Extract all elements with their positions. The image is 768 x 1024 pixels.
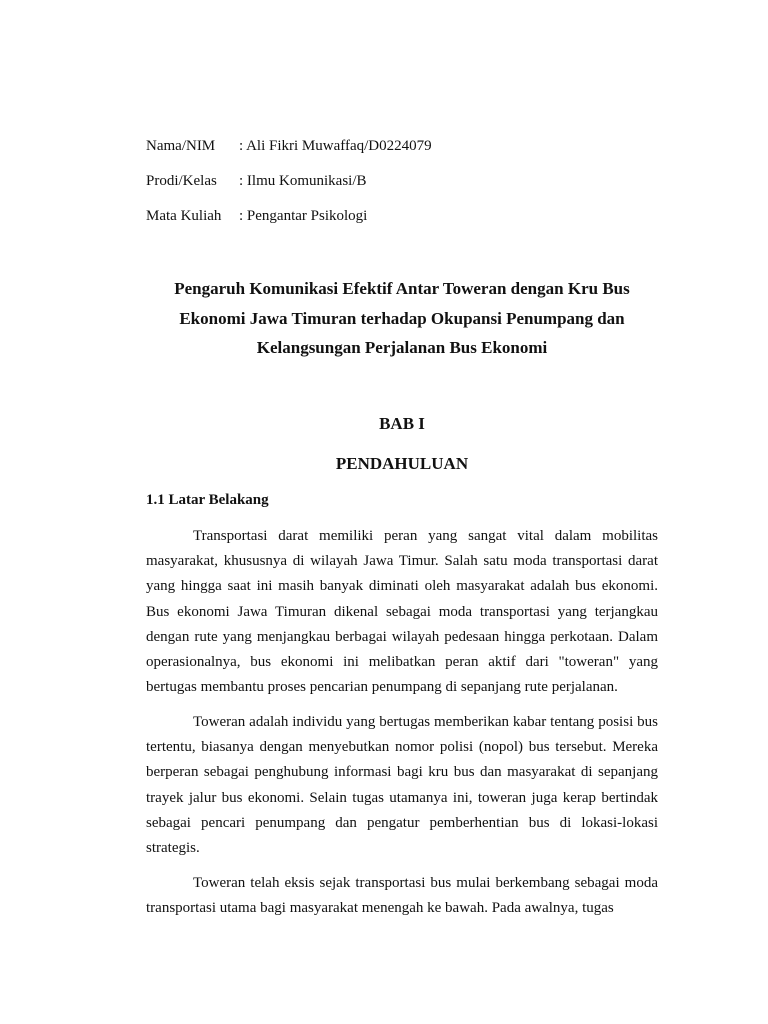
info-value: : Ilmu Komunikasi/B: [239, 173, 367, 189]
info-label: Nama/NIM: [146, 138, 216, 154]
info-row-nama-nim: [146, 137, 432, 155]
info-row-mata-kuliah: [146, 207, 367, 225]
paragraph-1: Transportasi darat memiliki peran yang sangat vital dalam mobilitas masyarakat, khususnya di wilayah Jawa Timur. Salah satu moda transportasi darat yang hingga saat ini masih banyak diminati oleh masyarakat adalah bus ekonomi. Bus ekonomi Jawa Timuran dikenal sebagai moda transportasi yang terjangkau dengan rute yang menjangkau berbagai wilayah pedesaan hingga perkotaan. Dalam operasionalnya, bus ekonomi ini melibatkan peran aktif dari "toweran" yang bertugas membantu proses pencarian penumpang di sepanjang rute perjalanan.: [146, 528, 658, 696]
info-row-prodi-kelas: [146, 172, 367, 190]
document-title: Pengaruh Komunikasi Efektif Antar Toweran dengan Kru Bus Ekonomi Jawa Timuran terhadap Okupansi Penumpang dan Kelangsungan Perjalanan Bus Ekonomi: [174, 279, 630, 357]
info-value: : Pengantar Psikologi: [239, 208, 368, 224]
paragraph-3: Toweran telah eksis sejak transportasi bus mulai berkembang sebagai moda transportasi utama bagi masyarakat menengah ke bawah. Pada awalnya, tugas: [146, 875, 658, 917]
section-heading: 1.1 Latar Belakang: [146, 492, 269, 508]
paragraph-2: Toweran adalah individu yang bertugas memberikan kabar tentang posisi bus tertentu, biasanya dengan menyebutkan nomor polisi (nopol) bus tersebut. Mereka berperan sebagai penghubung informasi bagi kru bus dan masyarakat di sepanjang trayek jalur bus ekonomi. Selain tugas utamanya ini, toweran juga kerap bertindak sebagai pencari penumpang dan pengatur pemberhentian bus di lokasi-lokasi strategis.: [146, 714, 658, 857]
chapter-title: PENDAHULUAN: [335, 454, 469, 473]
info-label: Prodi/Kelas: [146, 173, 217, 189]
info-label: Mata Kuliah: [146, 208, 222, 224]
chapter-number: BAB I: [379, 414, 425, 433]
info-value: : Ali Fikri Muwaffaq/D0224079: [239, 138, 432, 154]
